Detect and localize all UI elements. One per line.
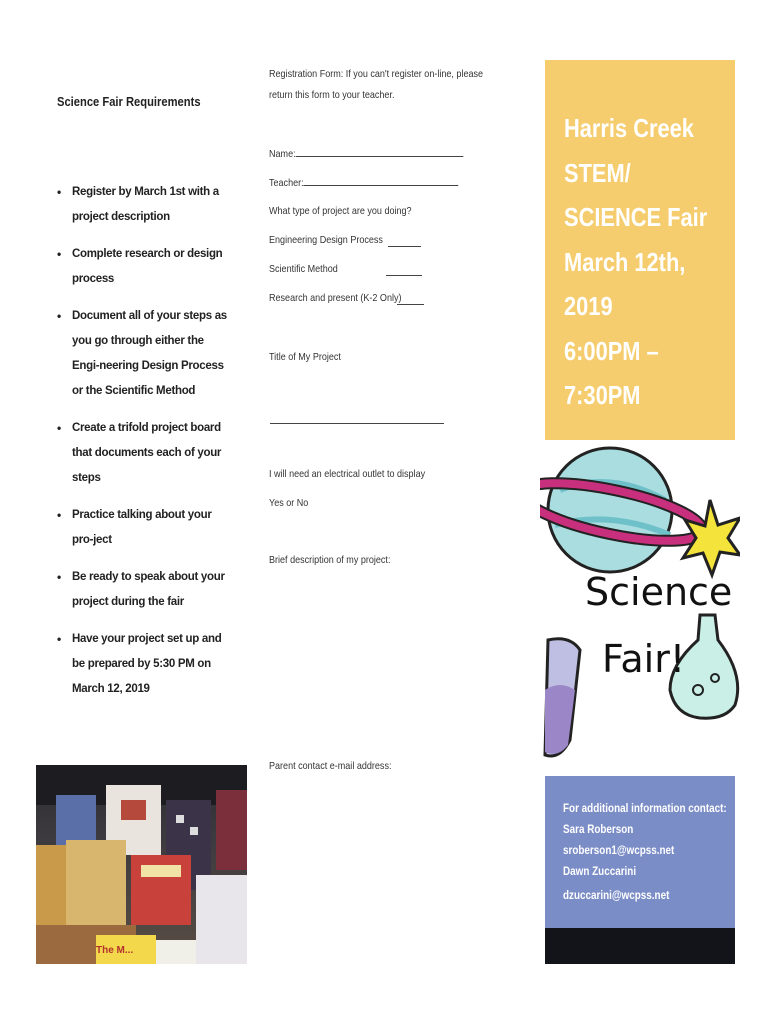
option-engineering[interactable] xyxy=(269,234,383,246)
title-line: 6:00PM – xyxy=(564,335,659,366)
requirement-item: • Practice talking about your pro-ject xyxy=(57,503,227,553)
requirement-item: • Create a trifold project board that documents each of your steps xyxy=(57,416,227,491)
title-line: 7:30PM xyxy=(564,380,641,410)
name-blank-line[interactable] xyxy=(296,146,464,157)
requirements-list xyxy=(57,180,227,714)
option-label: Engineering Design Process xyxy=(269,234,383,246)
project-title-blank[interactable] xyxy=(270,413,444,424)
requirement-item: • Document all of your steps as you go through either the Engi-neering Design Process or the Scientific Method xyxy=(57,304,227,404)
option-research[interactable] xyxy=(269,292,402,304)
outlet-question: I will need an electrical outlet to display xyxy=(269,468,426,480)
requirement-item: • Be ready to speak about your project during the fair xyxy=(57,565,227,615)
requirement-item: • Have your project set up and be prepared by 5:30 PM on March 12, 2019 xyxy=(57,627,227,702)
requirement-item: • Complete research or design process xyxy=(57,242,227,292)
description-label: Brief description of my project: xyxy=(269,554,391,566)
art-text-fair: Fair! xyxy=(602,637,686,681)
photo-banner: The M... xyxy=(96,945,134,956)
contact-email[interactable]: sroberson1@wcpss.net xyxy=(563,845,675,857)
requirements-title: Science Fair Requirements xyxy=(57,94,201,109)
title-line: March 12th, xyxy=(564,246,686,277)
footer-bar xyxy=(545,928,735,964)
title-line: SCIENCE Fair xyxy=(564,202,708,232)
teacher-blank-line[interactable] xyxy=(304,175,459,186)
parent-email-label: Parent contact e-mail address: xyxy=(269,760,392,772)
event-title xyxy=(564,106,707,418)
title-line: Harris Creek xyxy=(564,113,694,143)
contact-line: Dawn Zuccarini xyxy=(563,866,637,878)
option-scientific[interactable] xyxy=(269,263,338,275)
teacher-field[interactable] xyxy=(269,175,458,189)
outlet-answers[interactable]: Yes or No xyxy=(269,497,309,509)
name-field[interactable] xyxy=(269,146,463,160)
project-title-label: Title of My Project xyxy=(269,351,341,363)
form-intro-line-1: Registration Form: If you can't register on-line, please xyxy=(269,68,484,80)
title-line: STEM/ xyxy=(564,157,631,188)
planet-icon xyxy=(540,448,707,572)
title-line: 2019 xyxy=(564,291,613,321)
science-fair-clipart xyxy=(540,440,740,770)
option-label: Research and present (K-2 Only) xyxy=(269,292,402,304)
option-engineering-blank[interactable] xyxy=(388,236,421,247)
contact-email[interactable]: dzuccarini@wcpss.net xyxy=(563,890,670,902)
option-scientific-blank[interactable] xyxy=(386,265,422,276)
art-text-science: Science xyxy=(585,570,733,614)
name-label: Name: xyxy=(269,148,296,160)
form-intro-line-2: return this form to your teacher. xyxy=(269,89,395,101)
contact-line: Sara Roberson xyxy=(563,824,634,836)
requirement-item: • Register by March 1st with a project description xyxy=(57,180,227,230)
left-flask-icon xyxy=(545,639,580,756)
contact-info xyxy=(563,799,727,907)
option-label: Scientific Method xyxy=(269,263,338,275)
teacher-label: Teacher: xyxy=(269,177,304,189)
science-fair-photo xyxy=(36,765,247,964)
contact-heading: For additional information contact: xyxy=(563,803,727,815)
option-research-blank[interactable] xyxy=(397,294,424,305)
project-type-question: What type of project are you doing? xyxy=(269,205,412,217)
